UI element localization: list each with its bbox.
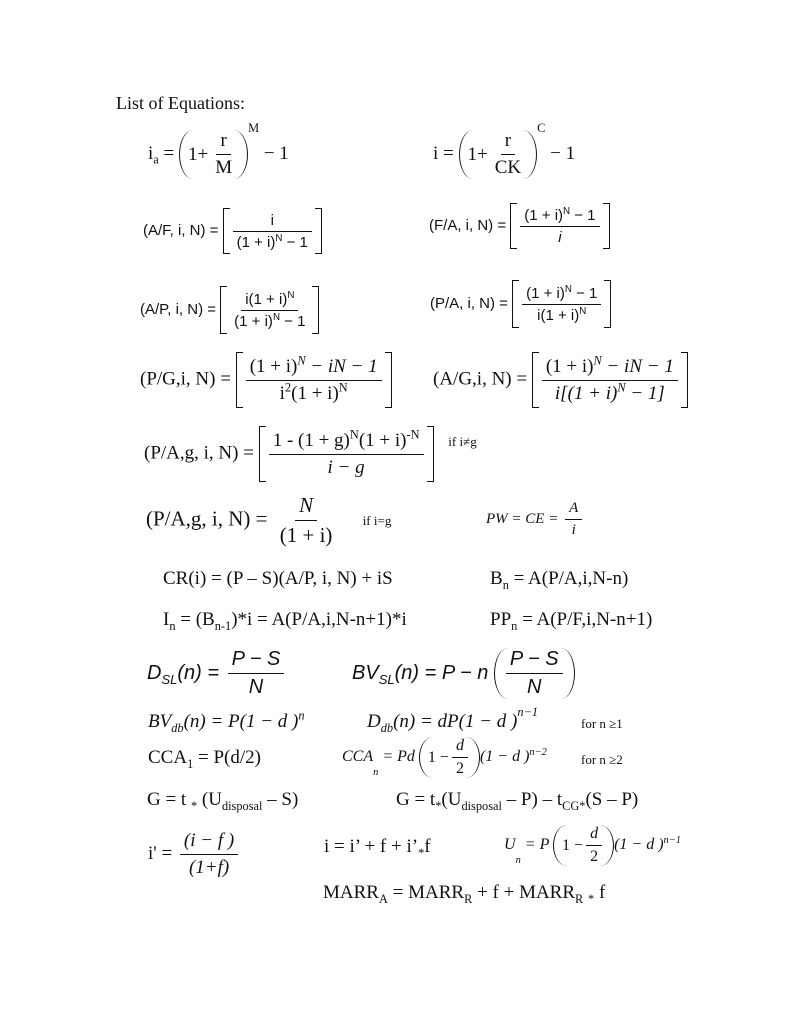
- lhs-i: i =: [433, 142, 454, 164]
- bv: BV: [148, 711, 172, 732]
- sub-sl: SL: [161, 671, 178, 687]
- rhs: (n) = dP(1 − d ): [393, 711, 518, 732]
- numerator: [241, 291, 298, 311]
- lhs: (A/F, i, N) =: [143, 221, 219, 239]
- numerator: P − S: [506, 648, 563, 674]
- numerator: r: [501, 130, 515, 155]
- sub-n: n: [169, 618, 176, 633]
- d: D: [147, 661, 162, 684]
- eq-effective-rate-ck: [433, 120, 576, 179]
- minus-one: − 1: [263, 142, 289, 164]
- i: I: [163, 609, 170, 630]
- denominator: [533, 305, 590, 324]
- den-base: (1 + i): [234, 312, 273, 330]
- plus-f: + f + MARR: [472, 882, 576, 903]
- tail: (1 − d ): [479, 748, 530, 766]
- numerator: d: [452, 737, 468, 758]
- eq-gradient-present-worth: [140, 352, 392, 408]
- star: *: [588, 891, 595, 906]
- page-title: List of Equations:: [116, 93, 245, 113]
- eq-cca-year-n: [342, 737, 547, 778]
- numerator: N: [295, 493, 317, 521]
- num-base: (1 + i): [524, 206, 564, 224]
- fraction: [228, 648, 285, 699]
- cca: CCA: [148, 747, 188, 768]
- denominator: [276, 381, 352, 405]
- eq-principal-payment: [490, 609, 652, 631]
- bracket: [512, 280, 611, 328]
- paren-group: [419, 737, 480, 778]
- sub-a: A: [378, 891, 388, 906]
- num-base: (1 + i): [526, 284, 565, 302]
- rhs: = P(d/2): [193, 747, 261, 768]
- sub-n-1: n-1: [214, 618, 232, 633]
- denominator: 2: [455, 760, 464, 777]
- star: *: [435, 798, 442, 813]
- eq-geometric-gradient: [144, 426, 477, 482]
- eq-declining-balance-depreciation: [367, 704, 539, 735]
- rhs: (n) = P − n: [394, 661, 489, 684]
- condition: for n ≥2: [581, 752, 623, 767]
- fraction: [233, 212, 312, 251]
- numerator: A: [565, 500, 582, 520]
- num-exp: N: [563, 205, 571, 217]
- fraction: [586, 825, 602, 866]
- eq-loan-balance: [490, 568, 628, 590]
- numerator: [269, 427, 424, 455]
- rhs: (n) = P(1 − d ): [183, 711, 299, 732]
- one-plus: 1+: [187, 143, 209, 165]
- bracket: [532, 352, 688, 408]
- u: (U: [441, 789, 462, 810]
- exponent: M: [248, 120, 260, 135]
- lhs: (F/A, i, N) =: [429, 216, 507, 234]
- star: *: [190, 798, 198, 813]
- tail: (1 − d ): [614, 836, 664, 854]
- bracket: [223, 208, 322, 254]
- den-tail: (1 + i): [291, 382, 339, 404]
- paren-group: [459, 130, 538, 179]
- numerator: [520, 207, 599, 227]
- denominator: N: [248, 676, 264, 698]
- paren-group: [553, 825, 614, 866]
- lhs: (A/P, i, N) =: [140, 300, 216, 318]
- den-base: (1 + i): [236, 233, 276, 251]
- denominator: N: [527, 676, 542, 698]
- fraction: [522, 285, 601, 324]
- part-c: )*i = A(P/A,i,N-n+1)*i: [231, 609, 407, 630]
- sub-db: db: [380, 720, 394, 735]
- num-base: (1 + i): [545, 355, 594, 377]
- den-exp: N: [275, 232, 283, 244]
- marr-a: MARR: [323, 882, 379, 903]
- den-exp: N: [272, 311, 280, 323]
- eq-disposal-tax-gain: [147, 789, 298, 811]
- bracket: [510, 203, 609, 249]
- denominator: M: [215, 157, 233, 178]
- exponent: n: [298, 708, 305, 723]
- paren-group: [494, 648, 575, 699]
- tail: (S – P): [585, 789, 639, 810]
- eq-disposal-tax-capital-gain: [396, 789, 638, 811]
- one-plus: 1+: [467, 143, 488, 165]
- numerator: d: [586, 825, 602, 846]
- eq-marr: [323, 882, 605, 904]
- eq-cca-first-year: [148, 747, 261, 769]
- sub-disposal: disposal: [221, 798, 263, 813]
- marr-r: = MARR: [387, 882, 465, 903]
- fraction: [452, 737, 468, 778]
- num-exp: N: [297, 353, 306, 368]
- eq-undepreciated-capital-cost: [504, 825, 681, 866]
- num-tail: − 1: [570, 206, 596, 224]
- eq-fisher: [324, 836, 431, 858]
- star: *: [418, 845, 425, 860]
- sub-n: n: [373, 767, 379, 779]
- fraction: [269, 427, 424, 479]
- numerator: i: [270, 211, 274, 229]
- numerator: [522, 285, 601, 305]
- denominator: [230, 311, 309, 330]
- num-exp: N: [564, 283, 572, 295]
- den-base: i(1 + i): [537, 306, 580, 324]
- g-t: G = t: [147, 789, 191, 810]
- sub-n: n: [511, 618, 518, 633]
- exponent: n−2: [529, 746, 547, 758]
- numerator: P − S: [228, 648, 285, 674]
- condition: if i≠g: [448, 434, 477, 450]
- exponent: n−1: [663, 834, 681, 846]
- den-exp: N: [617, 380, 626, 395]
- den-exp: N: [579, 305, 587, 317]
- lhs: (P/G,i, N) =: [140, 368, 231, 390]
- num-base: 1 - (1 + g): [272, 429, 350, 451]
- eq-capitalized-worth: [486, 500, 585, 539]
- sub-n: n: [515, 855, 521, 867]
- bv: BV: [352, 661, 379, 684]
- fraction: [180, 830, 238, 879]
- sub-1: 1: [187, 756, 194, 771]
- eq-series-present-worth: [430, 280, 611, 328]
- denominator: (1 + i): [279, 523, 333, 547]
- sub-disposal: disposal: [461, 798, 502, 813]
- lhs-i: i: [148, 142, 154, 164]
- part-b: = (B: [175, 609, 215, 630]
- lhs: PW = CE =: [486, 510, 559, 527]
- den-tail: − 1: [279, 312, 306, 330]
- u: (U: [197, 789, 222, 810]
- eq-sinking-fund: [143, 208, 322, 254]
- rhs: = A(P/F,i,N-n+1): [517, 609, 653, 630]
- eq-gradient-annuity: [433, 352, 688, 408]
- den-tail: − 1: [282, 233, 308, 251]
- bracket: [259, 426, 434, 482]
- minus-one: − 1: [550, 142, 576, 164]
- num-tail: − iN − 1: [305, 355, 378, 377]
- fraction: [276, 493, 337, 548]
- num-base: (1 + i): [249, 355, 298, 377]
- denominator: 2: [590, 848, 599, 865]
- den-exp: 2: [284, 380, 292, 395]
- condition: if i=g: [362, 513, 392, 529]
- den-tail: − 1]: [625, 382, 665, 404]
- eq-real-rate: [148, 830, 241, 879]
- lhs: (P/A,g, i, N) =: [144, 442, 254, 464]
- eq-effective-rate-m: $i_a$ = 1+ $\frac{r}{M}$ $^M$ − 1: [148, 120, 289, 178]
- den-exp2: N: [338, 380, 348, 395]
- den-base: i: [279, 382, 285, 404]
- pp: PP: [490, 609, 512, 630]
- b: B: [490, 568, 503, 589]
- sub-sl: SL: [378, 671, 395, 687]
- sub-r2: R: [575, 891, 584, 906]
- denominator: i: [571, 522, 576, 538]
- tail: f: [594, 882, 606, 903]
- arg: (n) =: [177, 661, 220, 684]
- sub-cg: CG*: [562, 798, 586, 813]
- num-exp: N: [349, 427, 359, 442]
- eq-capital-recovery: [140, 286, 319, 334]
- num-exp: N: [593, 353, 602, 368]
- fraction: [491, 130, 525, 179]
- d: D: [367, 711, 381, 732]
- one-minus: 1 −: [427, 748, 449, 766]
- exponent: C: [537, 120, 546, 135]
- lhs: i' =: [148, 842, 173, 864]
- rhs: = Pd: [378, 748, 415, 766]
- eq-capital-recovery-cost: CR(i) = (P – S)(A/P, i, N) + iS: [163, 568, 393, 589]
- lhs: (A/G,i, N) =: [433, 368, 528, 390]
- paren-group: [179, 130, 248, 179]
- numerator: [542, 353, 678, 381]
- rhs: = A(P/A,i,N-n): [508, 568, 629, 589]
- num-exp2: -N: [406, 427, 420, 442]
- sub-n: n: [502, 577, 509, 592]
- num-exp: N: [287, 289, 295, 301]
- mid: – P) – t: [501, 789, 563, 810]
- denominator: [551, 381, 669, 405]
- eq-straight-line-book-value: [352, 648, 575, 699]
- sub-r: R: [464, 891, 473, 906]
- denominator: CK: [494, 157, 522, 178]
- fraction: [565, 500, 582, 539]
- eq-compound-amount: [429, 203, 610, 249]
- den-base: i[(1 + i): [554, 382, 618, 404]
- fraction: [506, 648, 563, 699]
- eq-declining-balance-book-value: [148, 708, 305, 735]
- exponent: n−1: [517, 704, 539, 719]
- numerator: r: [216, 130, 230, 155]
- num-tail: − iN − 1: [601, 355, 674, 377]
- tail: – S): [262, 789, 299, 810]
- one-minus: 1 −: [562, 836, 584, 854]
- fraction: [542, 353, 678, 405]
- fraction: [211, 130, 236, 179]
- denominator: i: [558, 228, 562, 246]
- numerator: (i − f ): [180, 830, 238, 855]
- sub-a: a: [153, 152, 159, 167]
- condition: for n ≥1: [581, 716, 623, 731]
- denominator: [233, 231, 312, 251]
- lhs: i = i’ + f + i’: [324, 836, 419, 857]
- tail: f: [424, 836, 431, 857]
- lhs: (P/A, i, N) =: [430, 294, 508, 312]
- rhs: = P: [520, 836, 550, 854]
- bracket: [236, 352, 392, 408]
- num-tail: − 1: [571, 284, 598, 302]
- denominator: (1+f): [188, 857, 230, 878]
- fraction: [246, 353, 382, 405]
- sub-db: db: [171, 720, 184, 735]
- eq-straight-line-depreciation: [147, 648, 287, 699]
- fraction: [230, 291, 309, 330]
- num-mid: (1 + i): [358, 429, 407, 451]
- eq-interest-payment: [163, 609, 407, 631]
- numerator: [246, 353, 382, 381]
- u: U: [504, 836, 516, 854]
- eq-geometric-gradient-equal: [146, 493, 391, 548]
- g-t: G = t: [396, 789, 436, 810]
- bracket: [220, 286, 319, 334]
- denominator: i − g: [327, 456, 365, 478]
- num-base: i(1 + i): [245, 290, 288, 308]
- cca: CCA: [342, 748, 374, 766]
- fraction: [520, 207, 599, 246]
- lhs: (P/A,g, i, N) =: [146, 506, 268, 531]
